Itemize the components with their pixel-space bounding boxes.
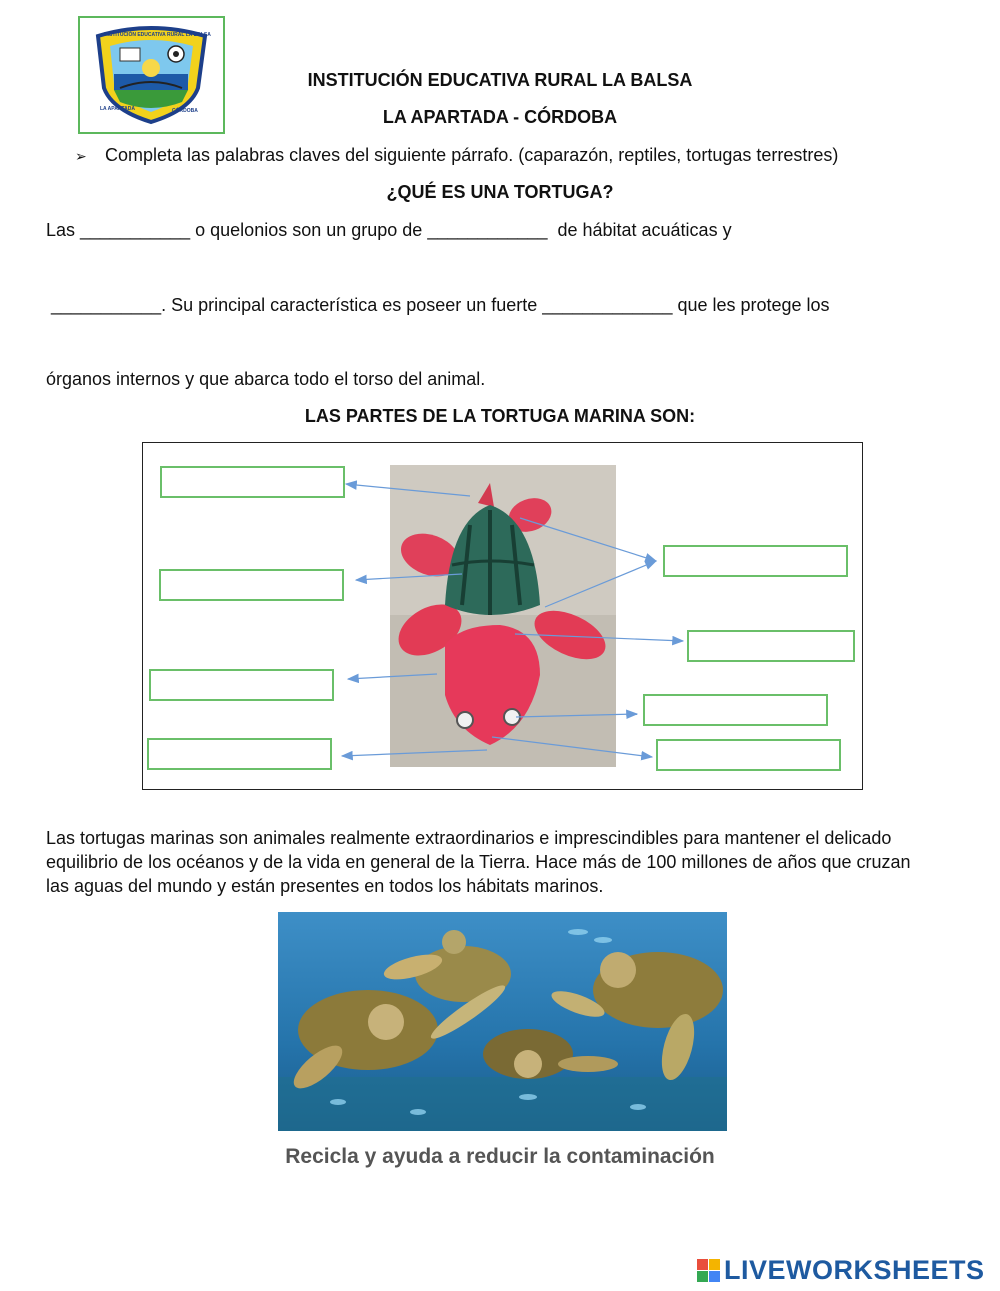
sea-turtles-photo: [278, 912, 727, 1131]
arrow-nose: [492, 737, 652, 757]
recycle-caption: Recicla y ayuda a reducir la contaminación: [285, 1145, 715, 1168]
arrow-eye: [516, 714, 637, 717]
instruction-text: Completa las palabras claves del siguiente párrafo. (caparazón, reptiles, tortugas terrestres): [105, 145, 839, 165]
arrow-right-flipper: [520, 518, 656, 561]
arrow-tail: [346, 484, 470, 496]
school-location: LA APARTADA - CÓRDOBA: [382, 107, 618, 127]
fill-line-3: órganos internos y que abarca todo el torso del animal.: [46, 369, 486, 389]
logo-text-bottom-left: LA APARTADA: [100, 106, 135, 112]
logo-text-top: INSTITUCIÓN EDUCATIVA RURAL LA BALSA: [104, 32, 211, 38]
liveworksheets-logo: [697, 1253, 985, 1287]
arrow-mouth: [342, 750, 487, 756]
body-paragraph: Las tortugas marinas son animales realmente extraordinarios e imprescindibles para mantener el delicado equilibrio de los océanos y de la vida en general de la Tierra. Hace más de 100 millones de años que cruzan las aguas del mundo y están presentes en todos los hábitats marinos.: [46, 828, 911, 896]
fill-line-2: ___________. Su principal característica es poseer un fuerte _____________ que les protege los: [46, 295, 830, 315]
label-box-rear-flipper[interactable]: [663, 545, 848, 577]
arrow-left-flipper: [348, 674, 437, 679]
arrow-neck: [515, 634, 683, 641]
label-box-mouth[interactable]: [147, 738, 332, 770]
label-box-front-flipper[interactable]: [149, 669, 334, 701]
label-box-shell[interactable]: [159, 569, 344, 601]
label-box-neck[interactable]: [687, 630, 855, 662]
section-title-parts: LAS PARTES DE LA TORTUGA MARINA SON:: [304, 406, 696, 426]
fill-line-1: Las ___________ o quelonios son un grupo de ____________ de hábitat acuáticas y: [46, 220, 732, 240]
arrow-rear-flipper: [545, 561, 656, 607]
label-box-head[interactable]: [656, 739, 841, 771]
section-title-what-is: ¿QUÉ ES UNA TORTUGA?: [386, 182, 614, 202]
school-name: INSTITUCIÓN EDUCATIVA RURAL LA BALSA: [307, 70, 693, 90]
liveworksheets-icon: [697, 1259, 720, 1282]
liveworksheets-brand-text: LIVEWORKSHEETS: [724, 1254, 985, 1285]
label-box-tail[interactable]: [160, 466, 345, 498]
bullet-arrow-icon: ➢: [75, 148, 87, 164]
logo-text-bottom-right: CÓRDOBA: [172, 108, 198, 114]
arrow-shell: [356, 574, 462, 580]
label-box-eye[interactable]: [643, 694, 828, 726]
